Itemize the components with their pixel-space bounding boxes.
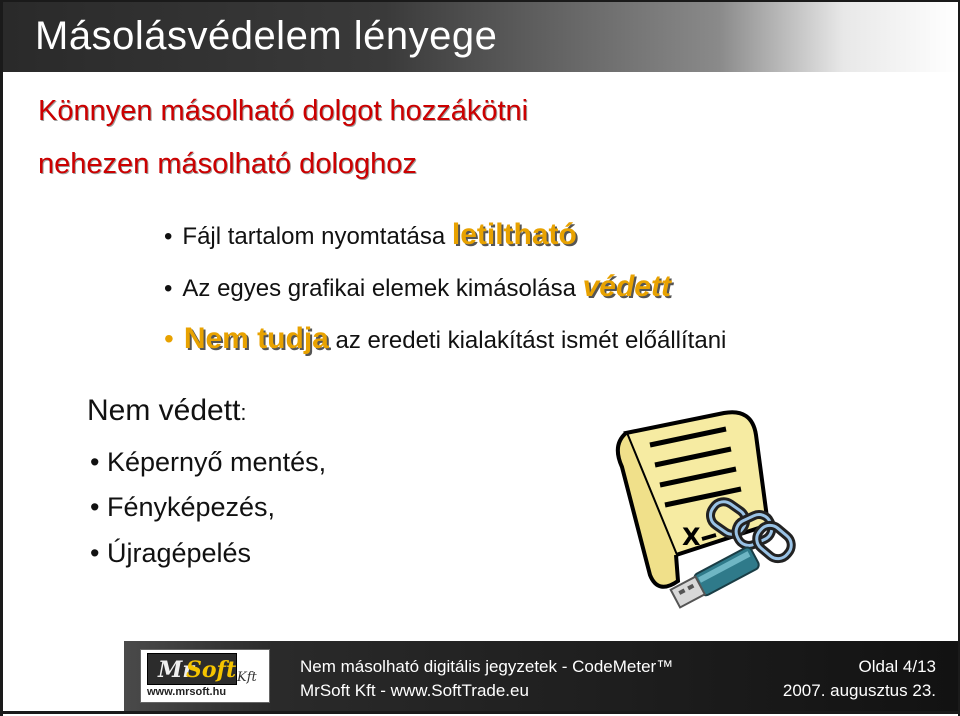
logo-soft: Soft xyxy=(186,657,237,683)
bullet-item-layout xyxy=(164,322,726,356)
protected-document-clipart xyxy=(606,405,811,610)
slide-title: Másolásvédelem lényege xyxy=(35,14,498,58)
not-protected-item-text: Újragépelés xyxy=(106,538,252,568)
bullet-text: Fájl tartalom nyomtatása xyxy=(182,223,446,250)
border-left xyxy=(0,0,3,716)
logo-box xyxy=(147,653,237,685)
bullet-highlight: letiltható xyxy=(451,218,577,251)
logo-kft: Kft xyxy=(237,670,257,685)
border-top xyxy=(0,0,960,2)
subtitle-line-2: nehezen másolható dologhoz xyxy=(38,148,417,180)
usb-stick-icon xyxy=(670,546,761,609)
bullet-dot-icon: • xyxy=(164,275,173,302)
bullet-highlight: Nem tudja xyxy=(183,322,329,355)
border-bottom xyxy=(3,711,958,714)
bullet-dot-icon: • xyxy=(164,223,173,250)
bullet-dot-icon: • xyxy=(164,323,174,354)
bullet-text: az eredeti kialakítást ismét előállítani xyxy=(335,327,727,354)
not-protected-item-text: Fényképezés, xyxy=(106,492,276,522)
footer-company: MrSoft Kft - www.SoftTrade.eu xyxy=(300,681,529,700)
bullet-dot-icon: • xyxy=(90,492,107,522)
bullet-dot-icon: • xyxy=(90,538,107,568)
company-logo xyxy=(140,649,270,703)
not-protected-colon: : xyxy=(240,400,247,425)
bullet-item-graphics xyxy=(164,270,671,304)
subtitle-line-1: Könnyen másolható dolgot hozzákötni xyxy=(38,95,529,127)
not-protected-heading xyxy=(87,394,247,428)
footer-date: 2007. augusztus 23. xyxy=(782,681,936,700)
document-mark: X xyxy=(682,523,701,551)
not-protected-item-text: Képernyő mentés, xyxy=(106,447,327,477)
not-protected-heading-text: Nem védett xyxy=(87,394,241,427)
logo-url: www.mrsoft.hu xyxy=(147,686,227,698)
logo-mr: Mr xyxy=(158,657,194,683)
bullet-highlight: védett xyxy=(582,270,671,303)
not-protected-item xyxy=(90,538,251,569)
page-number: Oldal 4/13 xyxy=(858,657,936,676)
footer-title: Nem másolható digitális jegyzetek - CodeMeter™ xyxy=(300,657,674,676)
bullet-item-print xyxy=(164,218,577,252)
bullet-text: Az egyes grafikai elemek kimásolása xyxy=(182,275,576,302)
not-protected-item xyxy=(90,492,275,523)
not-protected-item xyxy=(90,447,326,478)
title-bar xyxy=(3,2,958,72)
bullet-dot-icon: • xyxy=(90,447,107,477)
